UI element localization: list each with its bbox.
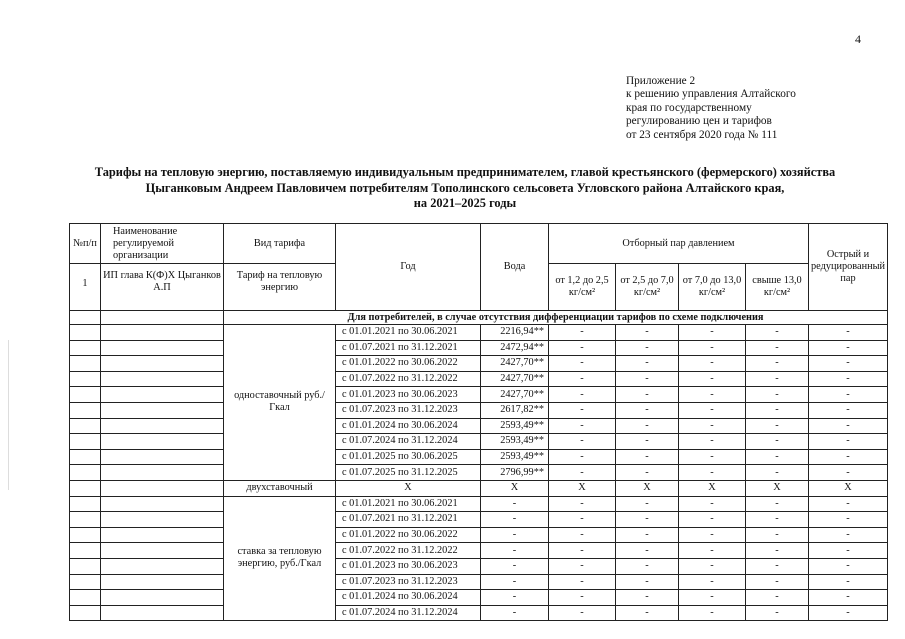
header-sharp-steam: Острый и редуцированный пар xyxy=(809,224,888,311)
empty-cell xyxy=(101,527,224,543)
table-row xyxy=(70,590,888,606)
dash-cell: - xyxy=(746,558,809,574)
one-rate-label: одноставочный руб./Гкал xyxy=(224,325,336,481)
dash-cell: - xyxy=(679,340,746,356)
empty-cell xyxy=(70,418,101,434)
dash-cell: - xyxy=(746,590,809,606)
dash-cell: - xyxy=(679,434,746,450)
empty-cell xyxy=(70,434,101,450)
empty-cell xyxy=(70,558,101,574)
dash-cell: - xyxy=(809,605,888,621)
dash-cell: - xyxy=(616,387,679,403)
period-cell: с 01.07.2021 по 31.12.2021 xyxy=(336,340,481,356)
table-row xyxy=(70,574,888,590)
dash-cell: - xyxy=(616,449,679,465)
appendix-line: края по государственному xyxy=(626,101,752,114)
tariff-name: Тариф на тепловую энергию xyxy=(224,264,336,311)
period-cell: с 01.07.2021 по 31.12.2021 xyxy=(336,512,481,528)
dash-cell: - xyxy=(481,590,549,606)
dash-cell: - xyxy=(809,325,888,341)
header-steam-4: свыше 13,0 кг/см² xyxy=(746,264,809,311)
period-cell: с 01.07.2025 по 31.12.2025 xyxy=(336,465,481,481)
dash-cell: - xyxy=(809,527,888,543)
empty-cell xyxy=(101,496,224,512)
water-value: 2796,99** xyxy=(481,465,549,481)
header-water: Вода xyxy=(481,224,549,311)
table-row xyxy=(70,418,888,434)
dash-cell: - xyxy=(616,325,679,341)
dash-cell: - xyxy=(809,387,888,403)
empty-cell xyxy=(70,543,101,559)
dash-cell: - xyxy=(809,356,888,372)
dash-cell: - xyxy=(549,418,616,434)
dash-cell: - xyxy=(549,543,616,559)
empty-cell xyxy=(70,402,101,418)
x-mark-cell: Х xyxy=(549,480,616,496)
empty-cell xyxy=(101,340,224,356)
header-num: №п/п xyxy=(70,224,101,264)
table-row xyxy=(70,480,888,496)
empty-cell xyxy=(70,527,101,543)
section-title: Для потребителей, в случае отсутствия дифференциации тарифов по схеме подключения xyxy=(224,311,888,325)
dash-cell: - xyxy=(809,418,888,434)
dash-cell: - xyxy=(616,605,679,621)
x-mark-cell: Х xyxy=(679,480,746,496)
dash-cell: - xyxy=(549,356,616,372)
dash-cell: - xyxy=(481,512,549,528)
dash-cell: - xyxy=(746,465,809,481)
table-row xyxy=(70,465,888,481)
period-cell: с 01.07.2023 по 31.12.2023 xyxy=(336,402,481,418)
dash-cell: - xyxy=(809,496,888,512)
water-value: 2617,82** xyxy=(481,402,549,418)
empty-cell xyxy=(70,590,101,606)
dash-cell: - xyxy=(616,356,679,372)
dash-cell: - xyxy=(616,465,679,481)
dash-cell: - xyxy=(616,543,679,559)
dash-cell: - xyxy=(549,371,616,387)
empty-cell xyxy=(70,356,101,372)
dash-cell: - xyxy=(616,418,679,434)
dash-cell: - xyxy=(679,605,746,621)
empty-cell xyxy=(70,387,101,403)
empty-cell xyxy=(101,387,224,403)
dash-cell: - xyxy=(679,543,746,559)
title-line: на 2021–2025 годы xyxy=(413,196,517,210)
dash-cell: - xyxy=(746,418,809,434)
appendix-line: регулированию цен и тарифов xyxy=(626,115,772,128)
appendix-line: Приложение 2 xyxy=(626,75,696,87)
empty-cell xyxy=(101,402,224,418)
water-value: 2593,49** xyxy=(481,418,549,434)
heat-rate-label: ставка за тепловую энергию, руб./Гкал xyxy=(224,496,336,621)
dash-cell: - xyxy=(679,574,746,590)
title-line: Цыганковым Андреем Павловичем потребителям Тополинского сельсовета Угловского района Алтайского края, xyxy=(145,180,785,195)
empty-cell xyxy=(101,434,224,450)
empty-cell xyxy=(101,371,224,387)
table-row xyxy=(70,402,888,418)
dash-cell: - xyxy=(549,605,616,621)
water-value: 2427,70** xyxy=(481,387,549,403)
appendix-note xyxy=(626,75,796,142)
dash-cell: - xyxy=(549,402,616,418)
dash-cell: - xyxy=(616,527,679,543)
dash-cell: - xyxy=(616,340,679,356)
dash-cell: - xyxy=(809,449,888,465)
x-mark-cell: Х xyxy=(616,480,679,496)
x-mark-cell: Х xyxy=(481,480,549,496)
empty-cell xyxy=(70,496,101,512)
empty-cell xyxy=(101,449,224,465)
period-cell: с 01.01.2023 по 30.06.2023 xyxy=(336,558,481,574)
empty-cell xyxy=(70,340,101,356)
dash-cell: - xyxy=(809,371,888,387)
x-mark-cell: Х xyxy=(336,480,481,496)
dash-cell: - xyxy=(809,558,888,574)
period-cell: с 01.01.2022 по 30.06.2022 xyxy=(336,527,481,543)
document-title xyxy=(40,165,890,212)
empty-cell xyxy=(101,356,224,372)
table-row xyxy=(70,512,888,528)
dash-cell: - xyxy=(481,574,549,590)
row-number: 1 xyxy=(70,264,101,311)
dash-cell: - xyxy=(481,527,549,543)
table-row xyxy=(70,527,888,543)
dash-cell: - xyxy=(616,402,679,418)
empty-cell xyxy=(70,325,101,341)
empty-cell xyxy=(101,512,224,528)
dash-cell: - xyxy=(746,325,809,341)
title-line: Тарифы на тепловую энергию, поставляемую индивидуальным предпринимателем, главой крестьянского (фермерского) хозяйства xyxy=(94,165,836,179)
table-row xyxy=(70,371,888,387)
dash-cell: - xyxy=(549,449,616,465)
empty-cell xyxy=(101,325,224,341)
dash-cell: - xyxy=(746,402,809,418)
empty-cell xyxy=(70,371,101,387)
empty-cell xyxy=(101,465,224,481)
dash-cell: - xyxy=(549,387,616,403)
x-mark-cell: Х xyxy=(746,480,809,496)
table-row xyxy=(70,496,888,512)
dash-cell: - xyxy=(809,465,888,481)
dash-cell: - xyxy=(616,434,679,450)
appendix-line: к решению управления Алтайского xyxy=(626,88,796,101)
table-row xyxy=(70,558,888,574)
dash-cell: - xyxy=(616,590,679,606)
empty-cell xyxy=(70,311,101,325)
water-value: 2427,70** xyxy=(481,371,549,387)
water-value: 2593,49** xyxy=(481,449,549,465)
dash-cell: - xyxy=(549,590,616,606)
dash-cell: - xyxy=(616,512,679,528)
dash-cell: - xyxy=(616,574,679,590)
table-row xyxy=(70,434,888,450)
header-tariff-type: Вид тарифа xyxy=(224,224,336,264)
period-cell: с 01.01.2021 по 30.06.2021 xyxy=(336,325,481,341)
dash-cell: - xyxy=(679,356,746,372)
period-cell: с 01.01.2025 по 30.06.2025 xyxy=(336,449,481,465)
dash-cell: - xyxy=(679,418,746,434)
empty-cell xyxy=(70,449,101,465)
water-value: 2472,94** xyxy=(481,340,549,356)
empty-cell xyxy=(101,543,224,559)
dash-cell: - xyxy=(809,590,888,606)
dash-cell: - xyxy=(809,340,888,356)
dash-cell: - xyxy=(549,325,616,341)
dash-cell: - xyxy=(549,465,616,481)
dash-cell: - xyxy=(679,590,746,606)
dash-cell: - xyxy=(549,512,616,528)
header-steam-1: от 1,2 до 2,5 кг/см² xyxy=(549,264,616,311)
header-organization: Наименование регулируемой организации xyxy=(101,224,224,264)
dash-cell: - xyxy=(549,574,616,590)
water-value: 2593,49** xyxy=(481,434,549,450)
dash-cell: - xyxy=(481,543,549,559)
empty-cell xyxy=(101,574,224,590)
dash-cell: - xyxy=(616,496,679,512)
appendix-line: от 23 сентября 2020 года № 111 xyxy=(626,128,778,141)
dash-cell: - xyxy=(549,527,616,543)
x-mark-cell: Х xyxy=(809,480,888,496)
dash-cell: - xyxy=(809,434,888,450)
table-row xyxy=(70,449,888,465)
table-row xyxy=(70,340,888,356)
dash-cell: - xyxy=(746,387,809,403)
dash-cell: - xyxy=(746,434,809,450)
dash-cell: - xyxy=(746,605,809,621)
empty-cell xyxy=(70,574,101,590)
header-steam-3: от 7,0 до 13,0 кг/см² xyxy=(679,264,746,311)
header-steam: Отборный пар давлением xyxy=(549,224,809,264)
table-row xyxy=(70,387,888,403)
period-cell: с 01.07.2024 по 31.12.2024 xyxy=(336,605,481,621)
dash-cell: - xyxy=(679,465,746,481)
table-row xyxy=(70,543,888,559)
period-cell: с 01.01.2023 по 30.06.2023 xyxy=(336,387,481,403)
dash-cell: - xyxy=(679,527,746,543)
period-cell: с 01.07.2022 по 31.12.2022 xyxy=(336,371,481,387)
empty-cell xyxy=(70,605,101,621)
table-row xyxy=(70,356,888,372)
dash-cell: - xyxy=(679,325,746,341)
dash-cell: - xyxy=(549,558,616,574)
dash-cell: - xyxy=(809,543,888,559)
empty-cell xyxy=(101,311,224,325)
dash-cell: - xyxy=(616,371,679,387)
dash-cell: - xyxy=(809,402,888,418)
period-cell: с 01.07.2023 по 31.12.2023 xyxy=(336,574,481,590)
dash-cell: - xyxy=(679,449,746,465)
dash-cell: - xyxy=(746,340,809,356)
header-steam-2: от 2,5 до 7,0 кг/см² xyxy=(616,264,679,311)
dash-cell: - xyxy=(679,558,746,574)
page-number: 4 xyxy=(855,32,861,46)
dash-cell: - xyxy=(746,527,809,543)
empty-cell xyxy=(101,418,224,434)
water-value: 2216,94** xyxy=(481,325,549,341)
dash-cell: - xyxy=(679,402,746,418)
water-value: 2427,70** xyxy=(481,356,549,372)
period-cell: с 01.07.2024 по 31.12.2024 xyxy=(336,434,481,450)
dash-cell: - xyxy=(679,512,746,528)
dash-cell: - xyxy=(809,574,888,590)
period-cell: с 01.01.2024 по 30.06.2024 xyxy=(336,418,481,434)
scan-margin-artifact xyxy=(8,340,9,490)
period-cell: с 01.01.2022 по 30.06.2022 xyxy=(336,356,481,372)
dash-cell: - xyxy=(679,371,746,387)
dash-cell: - xyxy=(746,574,809,590)
dash-cell: - xyxy=(481,558,549,574)
dash-cell: - xyxy=(481,605,549,621)
dash-cell: - xyxy=(809,512,888,528)
empty-cell xyxy=(101,590,224,606)
two-rate-label: двухставочный xyxy=(224,480,336,496)
dash-cell: - xyxy=(481,496,549,512)
empty-cell xyxy=(101,558,224,574)
organization-name: ИП глава К(Ф)Х Цыганков А.П xyxy=(101,264,224,311)
table-row xyxy=(70,325,888,341)
dash-cell: - xyxy=(746,496,809,512)
period-cell: с 01.01.2024 по 30.06.2024 xyxy=(336,590,481,606)
dash-cell: - xyxy=(746,543,809,559)
dash-cell: - xyxy=(746,512,809,528)
empty-cell xyxy=(70,465,101,481)
period-cell: с 01.07.2022 по 31.12.2022 xyxy=(336,543,481,559)
table-row xyxy=(70,605,888,621)
dash-cell: - xyxy=(679,496,746,512)
header-year: Год xyxy=(336,224,481,311)
dash-cell: - xyxy=(549,434,616,450)
empty-cell xyxy=(101,480,224,496)
dash-cell: - xyxy=(679,387,746,403)
tariff-table xyxy=(69,223,888,621)
dash-cell: - xyxy=(549,340,616,356)
dash-cell: - xyxy=(746,371,809,387)
dash-cell: - xyxy=(746,449,809,465)
empty-cell xyxy=(70,480,101,496)
dash-cell: - xyxy=(549,496,616,512)
empty-cell xyxy=(70,512,101,528)
dash-cell: - xyxy=(616,558,679,574)
dash-cell: - xyxy=(746,356,809,372)
empty-cell xyxy=(101,605,224,621)
period-cell: с 01.01.2021 по 30.06.2021 xyxy=(336,496,481,512)
